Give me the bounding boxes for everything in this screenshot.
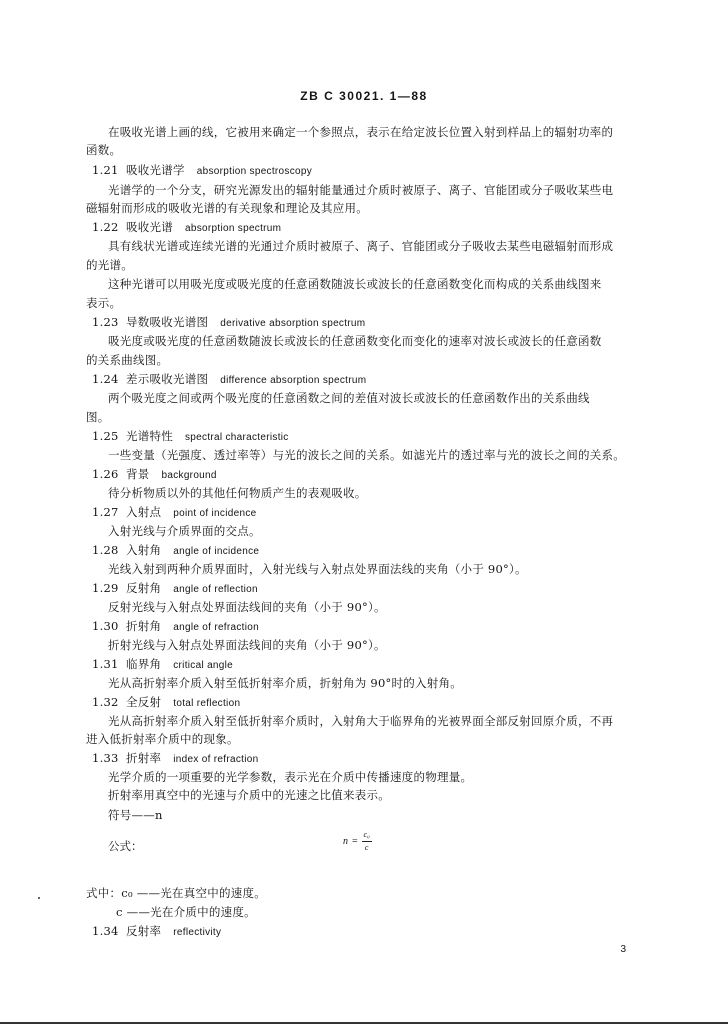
- text-line: c ——光在介质中的速度。: [116, 905, 256, 919]
- term-number: 1.26: [92, 467, 119, 481]
- term-number: 1.28: [92, 543, 119, 557]
- term-chinese: 折射率: [126, 751, 162, 765]
- term-english: reflectivity: [173, 927, 222, 938]
- page-number: 3: [620, 944, 626, 955]
- term-english: index of refraction: [173, 754, 259, 765]
- term-english: absorption spectrum: [185, 223, 282, 234]
- text-line: 这种光谱可以用吸光度或吸光度的任意函数随波长或波长的任意函数变化而构成的关系曲线图来: [108, 277, 602, 291]
- text-line: 折射光线与入射点处界面法线间的夹角（小于 90°）。: [108, 638, 386, 652]
- term-entry: [92, 694, 240, 712]
- scan-speck: [38, 897, 40, 899]
- refractive-index-formula: [343, 830, 372, 853]
- text-line: 函数。: [86, 143, 122, 157]
- text-line: 一些变量（光强度、透过率等）与光的波长之间的关系。如滤光片的透过率与光的波长之间的关系。: [108, 448, 625, 462]
- term-entry: [92, 618, 259, 636]
- text-line: 折射率用真空中的光速与介质中的光速之比值来表示。: [108, 788, 390, 802]
- term-number: 1.33: [92, 751, 119, 765]
- text-line: 待分析物质以外的其他任何物质产生的表观吸收。: [108, 486, 367, 500]
- text-line: 表示。: [86, 296, 122, 310]
- text-line: 光从高折射率介质入射至低折射率介质，折射角为 90°时的入射角。: [108, 676, 463, 690]
- term-chinese: 导数吸收光谱图: [126, 315, 209, 329]
- term-number: 1.29: [92, 581, 119, 595]
- term-number: 1.34: [92, 924, 119, 938]
- term-chinese: 折射角: [126, 619, 162, 633]
- term-chinese: 入射角: [126, 543, 162, 557]
- term-chinese: 光谱特性: [126, 429, 173, 443]
- text-line: 的光谱。: [86, 258, 133, 272]
- term-entry: [92, 504, 256, 522]
- text-line: 光从高折射率介质入射至低折射率介质时，入射角大于临界角的光被界面全部反射回原介质，不再: [108, 714, 614, 728]
- term-english: critical angle: [173, 660, 234, 671]
- text-line: 磁辐射而形成的吸收光谱的有关现象和理论及其应用。: [86, 201, 368, 215]
- term-number: 1.31: [92, 657, 119, 671]
- term-number: 1.23: [92, 315, 119, 329]
- term-number: 1.21: [92, 163, 119, 177]
- term-number: 1.27: [92, 505, 119, 519]
- term-english: angle of refraction: [173, 622, 259, 633]
- text-line: 光学介质的一项重要的光学参数，表示光在介质中传播速度的物理量。: [108, 770, 473, 784]
- text-line: 入射光线与介质界面的交点。: [108, 524, 261, 538]
- term-entry: [92, 314, 365, 332]
- text-line: 符号——n: [108, 808, 163, 822]
- term-english: angle of reflection: [173, 584, 258, 595]
- term-entry: [92, 371, 366, 389]
- formula-denominator: c: [364, 843, 369, 852]
- term-entry: [92, 219, 281, 237]
- formula-equals: =: [352, 836, 358, 847]
- formula-fraction: [362, 830, 372, 853]
- term-english: angle of incidence: [173, 546, 260, 557]
- text-line: 具有线状光谱或连续光谱的光通过介质时被原子、离子、官能团或分子吸收去某些电磁辐射而形成: [108, 239, 614, 253]
- term-chinese: 临界角: [126, 657, 162, 671]
- formula-lhs: n: [343, 836, 348, 847]
- fraction-bar: [362, 841, 372, 842]
- text-line: 反射光线与入射点处界面法线间的夹角（小于 90°）。: [108, 600, 386, 614]
- formula-numerator: c₀: [363, 830, 370, 839]
- term-number: 1.25: [92, 429, 119, 443]
- text-line: 的关系曲线图。: [86, 353, 169, 367]
- term-chinese: 吸收光谱: [126, 220, 173, 234]
- term-chinese: 入射点: [126, 505, 162, 519]
- text-line: 光谱学的一个分支，研究光源发出的辐射能量通过介质时被原子、离子、官能团或分子吸收某些电: [108, 183, 614, 197]
- formula-label: 公式：: [108, 839, 143, 853]
- text-line: 在吸收光谱上画的线，它被用来确定一个参照点，表示在给定波长位置入射到样品上的辐射功率的: [108, 125, 614, 139]
- term-chinese: 反射率: [126, 924, 162, 938]
- term-entry: [92, 656, 233, 674]
- term-chinese: 反射角: [126, 581, 162, 595]
- term-english: spectral characteristic: [185, 432, 289, 443]
- text-line: 两个吸光度之间或两个吸光度的任意函数之间的差值对波长或波长的任意函数作出的关系曲线: [108, 391, 590, 405]
- text-line: 吸光度或吸光度的任意函数随波长或波长的任意函数变化而变化的速率对波长或波长的任意函数: [108, 334, 602, 348]
- term-chinese: 全反射: [126, 695, 162, 709]
- term-english: absorption spectroscopy: [196, 166, 313, 177]
- term-english: point of incidence: [173, 508, 257, 519]
- text-line: 进入低折射率介质中的现象。: [86, 732, 239, 746]
- text-line: 光线入射到两种介质界面时，入射光线与入射点处界面法线的夹角（小于 90°）。: [108, 562, 527, 576]
- term-english: derivative absorption spectrum: [220, 318, 366, 329]
- term-chinese: 背景: [126, 467, 150, 481]
- term-chinese: 吸收光谱学: [126, 163, 185, 177]
- term-number: 1.22: [92, 220, 119, 234]
- term-entry: [92, 428, 289, 446]
- term-entry: [92, 923, 221, 941]
- term-entry: [92, 750, 258, 768]
- term-english: total reflection: [173, 698, 241, 709]
- term-chinese: 差示吸收光谱图: [126, 372, 209, 386]
- term-english: background: [161, 470, 217, 481]
- text-line: 图。: [86, 410, 110, 424]
- text-line: 式中：c₀ ——光在真空中的速度。: [86, 886, 266, 900]
- term-number: 1.24: [92, 372, 119, 386]
- term-english: difference absorption spectrum: [220, 375, 367, 386]
- standard-number-header: ZB C 30021. 1—88: [300, 89, 428, 103]
- term-entry: [92, 466, 217, 484]
- term-entry: [92, 542, 259, 560]
- term-number: 1.32: [92, 695, 119, 709]
- term-entry: [92, 580, 258, 598]
- term-number: 1.30: [92, 619, 119, 633]
- term-entry: [92, 162, 312, 180]
